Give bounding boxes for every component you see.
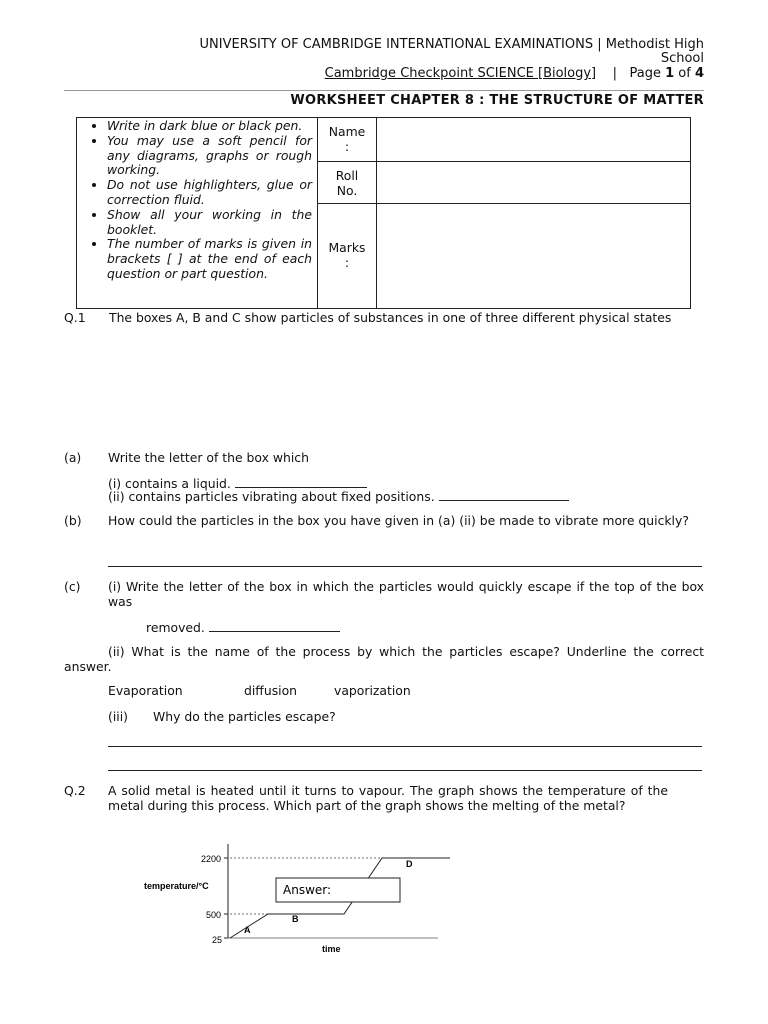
roll-label: Roll bbox=[335, 168, 359, 183]
name-label: Name bbox=[328, 124, 366, 139]
page-number: 1 bbox=[665, 66, 675, 81]
page-word: Page bbox=[629, 66, 661, 81]
x-axis-label: time bbox=[322, 944, 341, 954]
q1c-i-answer-blank[interactable] bbox=[209, 620, 340, 632]
instructions-list bbox=[77, 119, 317, 282]
marks-label: Marks bbox=[328, 240, 366, 255]
q1a-ii-text: (ii) contains particles vibrating about fixed positions. bbox=[108, 489, 435, 504]
instruction-item: • The number of marks is given in brackets [ ] at the end of each question or part question. bbox=[107, 237, 317, 281]
marks-colon: : bbox=[344, 255, 350, 270]
q1c-iii-text: Why do the particles escape? bbox=[153, 709, 336, 724]
q1c-label: (c) bbox=[64, 579, 81, 594]
header-separator: | bbox=[612, 66, 618, 81]
roll-label-cell bbox=[318, 162, 377, 204]
q1c-iii-label: (iii) bbox=[108, 709, 128, 724]
name-field[interactable] bbox=[377, 118, 691, 162]
q2-text: A solid metal is heated until it turns to vapour. The graph shows the temperature of the metal during this process. Which part of the graph shows the melting of the metal? bbox=[108, 783, 668, 813]
y-axis-label: temperature/°C bbox=[144, 881, 209, 891]
instruction-item: • Do not use highlighters, glue or correction fluid. bbox=[107, 178, 317, 208]
header-school: School bbox=[660, 51, 704, 66]
segment-label-d: D bbox=[406, 859, 413, 869]
header-subject-line bbox=[325, 66, 704, 81]
header-divider bbox=[64, 90, 704, 91]
header-institution: UNIVERSITY OF CAMBRIDGE INTERNATIONAL EXAMINATIONS | Methodist High bbox=[199, 37, 704, 52]
instructions-cell bbox=[77, 118, 318, 309]
answer-box-label: Answer: bbox=[283, 883, 332, 897]
q1a-label: (a) bbox=[64, 450, 82, 465]
q1b-label: (b) bbox=[64, 513, 82, 528]
segment-label-b: B bbox=[292, 914, 299, 924]
instruction-item: • Show all your working in the booklet. bbox=[107, 208, 317, 238]
q1c-iii-answer-line-2[interactable] bbox=[108, 770, 702, 771]
q1b-text: How could the particles in the box you have given in (a) (ii) be made to vibrate more quickly? bbox=[108, 513, 689, 528]
q1a-i-text: (i) contains a liquid. bbox=[108, 476, 231, 491]
q1c-i-cont bbox=[146, 620, 340, 636]
q1c-ii-text: (ii) What is the name of the process by which the particles escape? Underline the correct answer. bbox=[64, 644, 704, 674]
ytick-500: 500 bbox=[206, 910, 222, 920]
option-diffusion[interactable]: diffusion bbox=[244, 683, 298, 698]
temperature-graph bbox=[140, 840, 450, 960]
ytick-2200: 2200 bbox=[201, 854, 222, 864]
of-word: of bbox=[678, 66, 691, 81]
segment-label-a: A bbox=[244, 925, 251, 935]
roll-field[interactable] bbox=[377, 162, 691, 204]
header-subject: Cambridge Checkpoint SCIENCE [Biology] bbox=[324, 66, 597, 81]
instruction-item: • You may use a soft pencil for any diagrams, graphs or rough working. bbox=[107, 134, 317, 178]
q1a-ii-answer-blank[interactable] bbox=[439, 489, 569, 501]
instructions-table bbox=[76, 117, 691, 309]
q1a-i-answer-blank[interactable] bbox=[235, 476, 367, 488]
option-evaporation[interactable]: Evaporation bbox=[108, 683, 183, 698]
ytick-25: 25 bbox=[212, 935, 223, 945]
name-label-cell bbox=[318, 118, 377, 162]
q1-text: The boxes A, B and C show particles of substances in one of three different physical states bbox=[109, 310, 672, 325]
marks-field[interactable] bbox=[377, 204, 691, 309]
worksheet-title: WORKSHEET CHAPTER 8 : THE STRUCTURE OF MATTER bbox=[290, 93, 704, 108]
q1b-answer-line[interactable] bbox=[108, 566, 702, 567]
q1-number: Q.1 bbox=[64, 310, 86, 325]
name-colon: : bbox=[344, 139, 350, 154]
option-vaporization[interactable]: vaporization bbox=[334, 683, 411, 698]
q1a-text: Write the letter of the box which bbox=[108, 450, 309, 465]
marks-label-cell bbox=[318, 204, 377, 309]
q1c-i-removed: removed. bbox=[146, 620, 205, 635]
roll-label-no: No. bbox=[336, 183, 358, 198]
page-total: 4 bbox=[694, 66, 704, 81]
q1a-ii bbox=[108, 489, 569, 505]
q1c-iii-answer-line-1[interactable] bbox=[108, 746, 702, 747]
instruction-item: • Write in dark blue or black pen. bbox=[107, 119, 317, 134]
q2-number: Q.2 bbox=[64, 783, 86, 798]
q1c-i-text: (i) Write the letter of the box in which the particles would quickly escape if the top of the box was bbox=[108, 579, 704, 609]
